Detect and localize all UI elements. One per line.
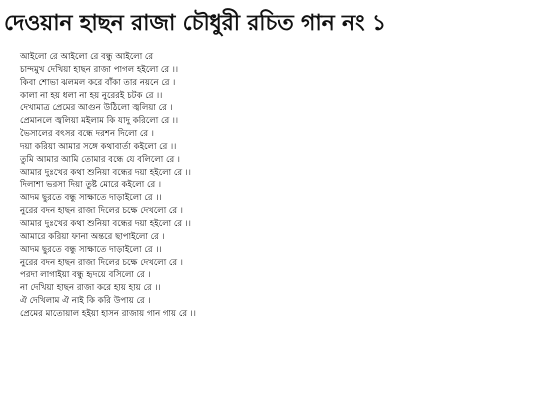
lyric-line: তুমি আমার আমি তোমার বন্ধে যে বলিলো রে । [20, 154, 180, 165]
lyric-line: আদম ছুরতে বন্ধু সাক্ষাতে দাড়াইলো রে ।। [20, 244, 162, 255]
lyric-line: প্রেমের মাতোয়াল হইয়া হাসন রাজায় গান গায় রে ।। [20, 308, 196, 319]
lyric-line: আদম ছুরতে বন্ধু সাক্ষাতে দাড়াইলো রে ।। [20, 193, 162, 204]
lyric-line: আমার দুঃখের কথা শুনিয়া বন্ধের দয়া হইলো রে ।। [20, 167, 191, 178]
lyric-line: ঐ দেখিলাম ঐ নাই কি করি উপায় রে । [20, 296, 151, 307]
lyric-line: আইলো রে আইলো রে বন্ধু আইলো রে [20, 52, 154, 62]
lyric-line: ভৈসালের বৎসর বন্ধে দরশন দিলো রে । [20, 129, 154, 140]
lyric-line: আমার দুঃখের কথা শুনিয়া বন্ধের দয়া হইলো রে ।। [20, 218, 191, 229]
lyric-line: নুরের বদন হাছন রাজা দিলের চক্ষে দেখলো রে । [20, 206, 183, 217]
lyric-line: নুরের বদন হাছন রাজা দিলের চক্ষে দেখলো রে । [20, 257, 183, 268]
song-title: দেওয়ান হাছন রাজা চৌধুরী রচিত গান নং ১ [4, 11, 386, 36]
lyric-line: দেখামাত্র প্রেমের আগুন উঠিলো জ্বলিয়া রে । [20, 103, 173, 114]
lyric-line: চান্দমুখ দেখিয়া হাছন রাজা পাগল হইলো রে ।। [20, 64, 179, 75]
lyrics-list [20, 51, 196, 321]
lyric-line: প্রেমানলে জ্বলিয়া মইলাম কি যাদু করিলো রে ।। [20, 116, 179, 127]
lyric-line: কালা না হয় ধলা না হয় নুরেরই চটক রে ।। [20, 90, 163, 101]
lyric-line: কিবা শোভা ঝলমল করে বাঁকা তার নয়নে রে । [20, 77, 176, 88]
lyric-line: আমারে করিয়া ফানা অন্তরে ছাপাইলো রে । [20, 231, 165, 242]
lyric-line: দয়া করিয়া আমার সঙ্গে কথাবার্তা কইলো রে ।। [20, 141, 177, 152]
lyric-line: দিলাশা ভরসা দিয়া তুষ্ট মোরে কইলো রে । [20, 180, 162, 191]
lyric-line: পরদা লাগাইয়া বন্ধু হৃদয়ে বসিলো রে । [20, 270, 151, 281]
lyric-line: না দেখিয়া হাছন রাজা করে হায় হায় রে ।। [20, 283, 161, 294]
